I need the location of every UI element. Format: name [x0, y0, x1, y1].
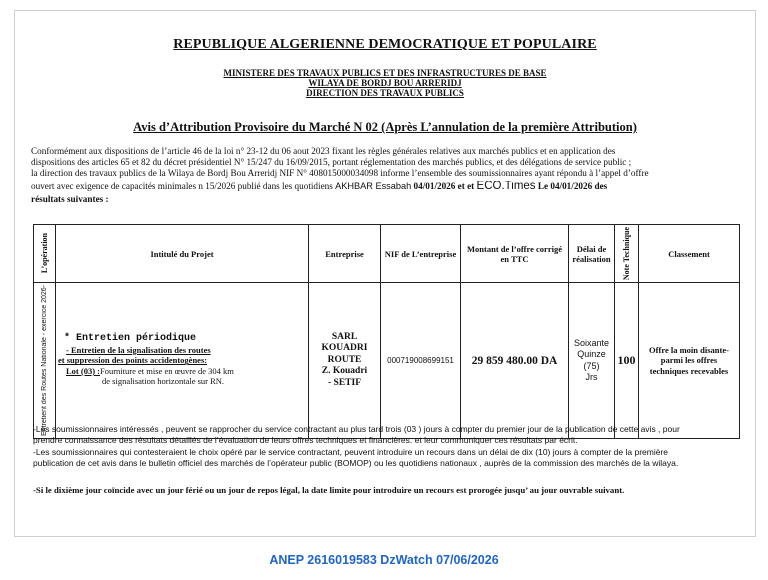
- header-projet: Intitulé du Projet: [56, 225, 309, 283]
- intro-line: [31, 181, 743, 192]
- lot-text: Fourniture et mise en œuvre de 304 km: [100, 365, 234, 376]
- republic-heading: REPUBLIQUE ALGERIENNE DEMOCRATIQUE ET POPULAIRE: [173, 37, 597, 52]
- lot-label: Lot (03) :: [66, 365, 100, 376]
- ministry-heading: MINISTERE DES TRAVAUX PUBLICS ET DES INFRASTRUCTURES DE BASE: [223, 68, 547, 78]
- header-montant: Montant de l’offre corrigé en TTC: [461, 225, 569, 283]
- cell-note: 100: [615, 283, 639, 439]
- intro-text: ouvert avec exigence de capacités minimales n 15/2026 publié dans les quotidiens: [31, 181, 333, 191]
- publication-date: 04/01/2026 et et: [413, 181, 475, 191]
- newspaper-name: AKHBAR Essabah: [335, 181, 412, 191]
- header-entreprise: Entreprise: [309, 225, 381, 283]
- wilaya-heading: WILAYA DE BORDJ BOU ARRERIDJ: [308, 78, 462, 88]
- cell-delai: Soixante Quinze (75) Jrs: [569, 283, 615, 439]
- results-table: [33, 224, 740, 439]
- header-note: Note Technique: [615, 225, 639, 283]
- header-delai: Délai de réalisation: [569, 225, 615, 283]
- projet-title: * Entretien périodique: [64, 333, 197, 345]
- intro-line: Conformément aux dispositions de l’article 46 de la loi n° 23-12 du 06 aout 2023 fixant les règles générales relatives aux marchés publics et en application des: [31, 146, 616, 156]
- lot-line: de signalisation horizontale sur RN.: [102, 376, 225, 387]
- intro-line: dispositions des articles 65 et 82 du décret présidentiel N° 15/247 du 16/09/2015, portant réglementation des marchés publics, et des délégations de service public ;: [31, 157, 632, 167]
- cell-projet: [56, 283, 309, 439]
- cell-operation: Entretient des Routes Nationale - exercice 2026-: [34, 283, 56, 439]
- intro-line: la direction des travaux publics de la Wilaya de Bordj Bou Arreridj NIF N° 408015000034098 informe l’ensemble des soumissionnaires ayant répondu à l’appel d’offre: [31, 168, 649, 178]
- lot-line: [66, 366, 306, 377]
- footer-paragraph-1: -Les soumissionnaires intéressés , peuvent se rapprocher du service contractant au plus tard trois (03 ) jours à compter du premier jour de la publication de cette avis , pour prendre connaissance des résultats détaillés de l’évaluation de leurs offres techniques et financières. et leur communiquer ces résultats par écrit.: [33, 424, 680, 445]
- cell-classement: Offre la moin disante- parmi les offres techniques recevables: [639, 283, 740, 439]
- intro-line: résultats suivantes :: [31, 194, 109, 204]
- publication-date: Le 04/01/2026 des: [537, 181, 608, 191]
- footer-paragraph-3: -Si le dixième jour coïncide avec un jour férié ou un jour de repos légal, la date limite pour introduire un recours est prorogée jusqu’ au jour ouvrable suivant.: [33, 485, 625, 495]
- intro-paragraph: [31, 146, 743, 205]
- anep-reference: ANEP 2616019583 DzWatch 07/06/2026: [269, 553, 499, 567]
- cell-entreprise: SARL KOUADRI ROUTE Z. Kouadri - SETIF: [309, 283, 381, 439]
- cell-nif: 000719008699151: [381, 283, 461, 439]
- header-nif: NIF de L’entreprise: [381, 225, 461, 283]
- projet-line: et suppression des points accidentogènes:: [58, 355, 208, 366]
- projet-line: - Entretien de la signalisation des routes: [66, 344, 211, 355]
- direction-heading: DIRECTION DES TRAVAUX PUBLICS: [306, 88, 464, 98]
- footer-paragraph-2: -Les soumissionnaires qui contesteraient le choix opéré par le service contractant, peuvent introduire un recours dans un délai de dix (10) jours à compter de la première publication de cet avis dans le bulletin officiel des marchés de l’opérateur public (BOMOP) ou les quotidiens nationaux , auprès de la commission des marchés de la wilaya.: [33, 447, 679, 468]
- document-page: [14, 10, 756, 537]
- table-header-row: [34, 225, 740, 283]
- header-classement: Classement: [639, 225, 740, 283]
- cell-montant: 29 859 480.00 DA: [461, 283, 569, 439]
- notice-title: Avis d’Attribution Provisoire du Marché N 02 (Après L’annulation de la première Attribution): [133, 120, 637, 134]
- newspaper-name: ECO.Times: [476, 181, 536, 192]
- table-row: [34, 283, 740, 439]
- header-operation: L’opération: [34, 225, 56, 283]
